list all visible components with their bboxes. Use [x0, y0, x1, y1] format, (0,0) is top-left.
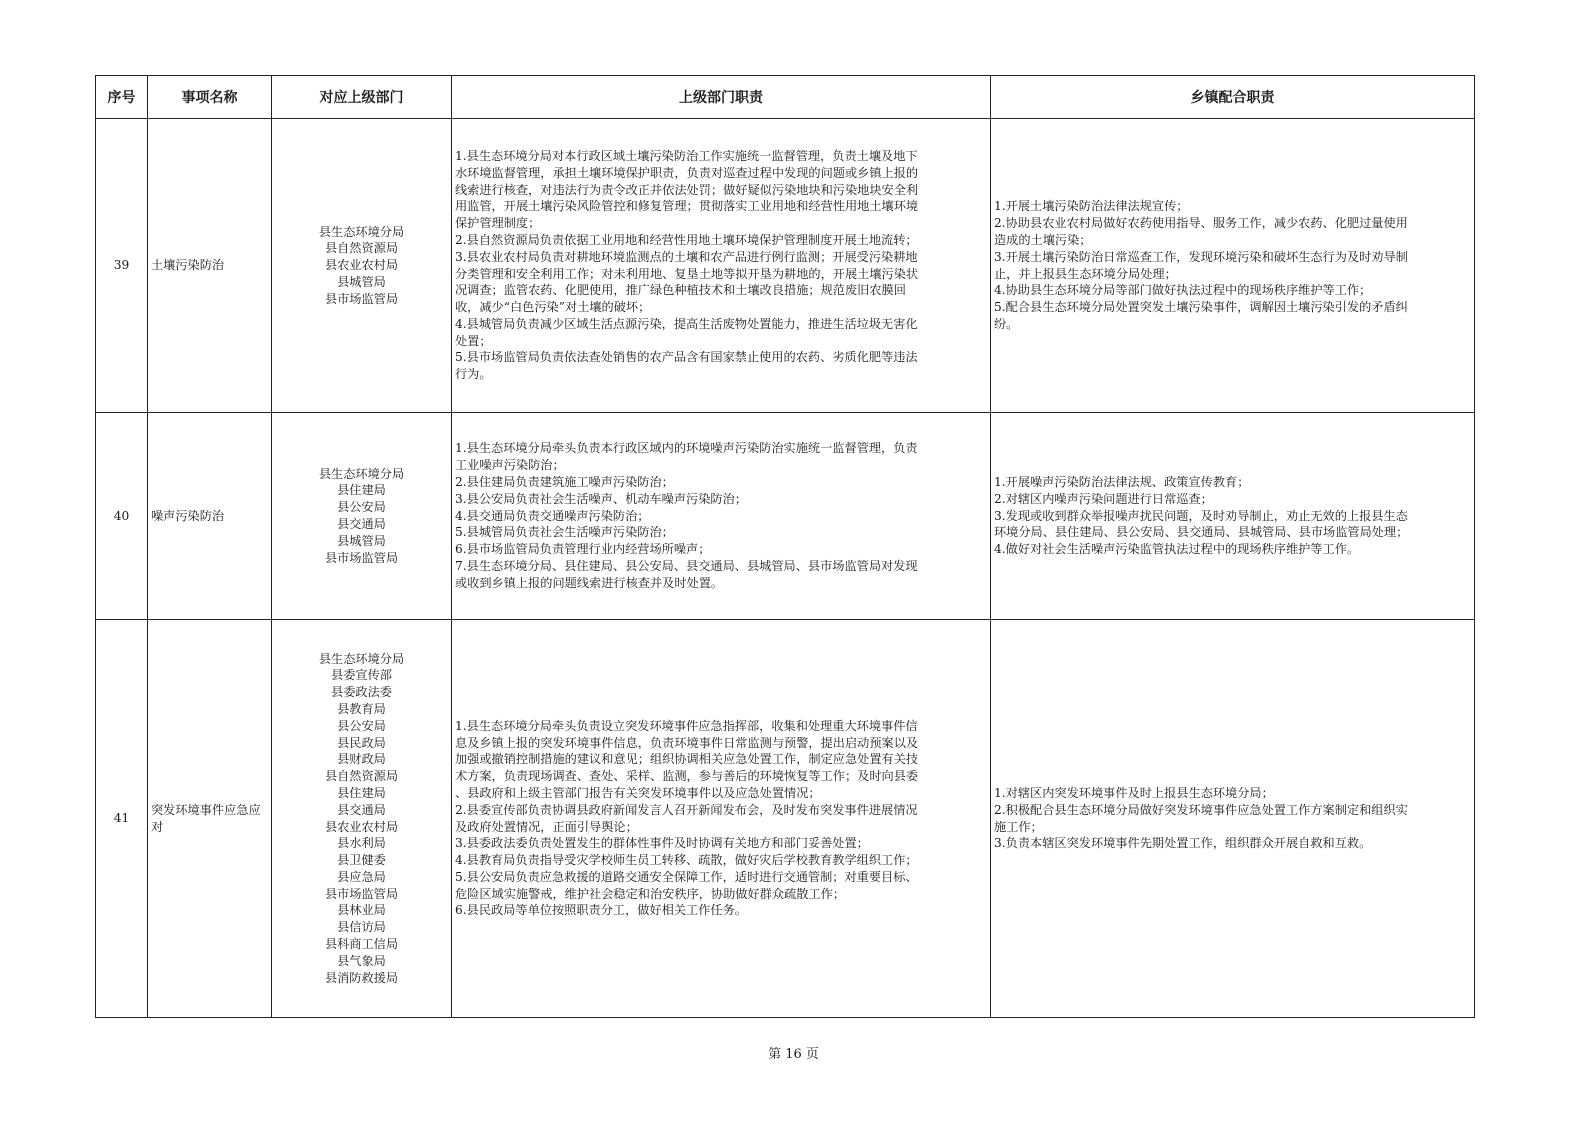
duty-line: 息及乡镇上报的突发环境事件信息，负责环境事件日常监测与预警，提出启动预案以及 — [455, 735, 919, 750]
header-upper-dept: 对应上级部门 — [272, 76, 452, 119]
duty-line: 纷。 — [994, 316, 1019, 331]
dept-item: 县市场监管局 — [324, 550, 399, 565]
duty-line: 1.县生态环境分局牵头负责设立突发环境事件应急指挥部，收集和处理重大环境事件信 — [455, 718, 918, 733]
dept-item: 县公安局 — [337, 718, 386, 733]
duty-line: 止，并上报县生态环境分局处理； — [994, 266, 1177, 281]
dept-item: 县科商工信局 — [324, 937, 399, 952]
duty-line: 用监管，开展土壤污染风险管控和修复管理；贯彻落实工业用地和经营性用地土壤环境 — [455, 199, 919, 214]
upper-duty-cell — [452, 119, 991, 413]
dept-item: 县生态环境分局 — [318, 651, 405, 666]
table-row — [96, 413, 1475, 620]
upper-duty-cell — [452, 620, 991, 1018]
row-number: 40 — [96, 413, 148, 620]
dept-item: 县委宣传部 — [331, 668, 392, 683]
duty-line: 环境分局、县住建局、县公安局、县交通局、县城管局、县市场监管局处理； — [994, 525, 1409, 540]
duty-line: 6.县市场监管局负责管理行业内经营场所噪声； — [455, 542, 711, 557]
duty-line: 1.开展土壤污染防治法律法规宣传； — [994, 199, 1189, 214]
header-serial: 序号 — [96, 76, 148, 119]
header-row — [96, 76, 1475, 119]
dept-item: 县自然资源局 — [324, 241, 399, 256]
duty-line: 4.县城管局负责减少区域生活点源污染，提高生活废物处置能力，推进生活垃圾无害化 — [455, 316, 918, 331]
duty-line: 4.做好对社会生活噪声污染监管执法过程中的现场秩序维护等工作。 — [994, 542, 1360, 557]
dept-item: 县市场监管局 — [324, 291, 399, 306]
row-number: 41 — [96, 620, 148, 1018]
dept-item: 县交通局 — [337, 802, 386, 817]
duty-line: 5.配合县生态环境分局处置突发土壤污染事件，调解因土壤污染引发的矛盾纠 — [994, 300, 1408, 315]
dept-item: 县气象局 — [337, 953, 386, 968]
duty-line: 水环境监督管理，承担土壤环境保护职责，负责对巡查过程中发现的问题或乡镇上报的 — [455, 165, 919, 180]
duty-line: 3.发现或收到群众举报噪声扰民问题，及时劝导制止，劝止无效的上报县生态 — [994, 508, 1408, 523]
duty-line: 危险区域实施警戒，维护社会稳定和治安秩序，协助做好群众疏散工作； — [455, 886, 845, 901]
row-number: 39 — [96, 119, 148, 413]
header-upper-duty: 上级部门职责 — [452, 76, 991, 119]
item-name: 噪声污染防治 — [148, 413, 272, 620]
dept-item: 县教育局 — [337, 701, 386, 716]
duty-line: 1.县生态环境分局对本行政区域土壤污染防治工作实施统一监督管理，负责土壤及地下 — [455, 148, 918, 163]
duty-line: 2.县委宣传部负责协调县政府新闻发言人召开新闻发布会，及时发布突发事件进展情况 — [455, 802, 918, 817]
duty-line: 1.县生态环境分局牵头负责本行政区域内的环境噪声污染防治实施统一监督管理，负责 — [455, 441, 918, 456]
duty-line: 加强或撤销控制措施的建议和意见；组织协调相关应急处置工作，制定应急处置有关技 — [455, 752, 919, 767]
duty-line: 4.协助县生态环境分局等部门做好执法过程中的现场秩序维护等工作； — [994, 283, 1372, 298]
item-name: 突发环境事件应急应对 — [148, 620, 272, 1018]
duty-table — [95, 75, 1475, 1018]
duty-line: 保护管理制度； — [455, 216, 541, 231]
duty-line: 施工作； — [994, 819, 1043, 834]
duty-line: 2.县自然资源局负责依据工业用地和经营性用地土壤环境保护管理制度开展土地流转； — [455, 232, 918, 247]
dept-list — [272, 119, 452, 413]
duty-line: 及政府处置情况，正面引导舆论； — [455, 819, 638, 834]
table-row — [96, 620, 1475, 1018]
duty-line: 造成的土壤污染； — [994, 232, 1092, 247]
duty-line: 3.县农业农村局负责对耕地环境监测点的土壤和农产品进行例行监测；开展受污染耕地 — [455, 249, 918, 264]
dept-list — [272, 413, 452, 620]
dept-item: 县农业农村局 — [324, 819, 399, 834]
town-duty-cell — [991, 119, 1475, 413]
duty-line: 处置； — [455, 333, 492, 348]
town-duty-cell — [991, 413, 1475, 620]
duty-line: 2.县住建局负责建筑施工噪声污染防治； — [455, 475, 674, 489]
duty-line: 收，减少“白色污染”对土壤的破坏； — [455, 300, 651, 315]
duty-line: 3.负责本辖区突发环境事件先期处置工作，组织群众开展自救和互救。 — [994, 836, 1372, 851]
duty-line: 4.县教育局负责指导受灾学校师生员工转移、疏散，做好灾后学校教育教学组织工作； — [455, 853, 918, 868]
duty-line: 5.县市场监管局负责依法查处销售的农产品含有国家禁止使用的农药、劣质化肥等违法 — [455, 350, 918, 365]
duty-line: 7.县生态环境分局、县住建局、县公安局、县交通局、县城管局、县市场监管局对发现 — [455, 558, 918, 573]
duty-line: 2.积极配合县生态环境分局做好突发环境事件应急处置工作方案制定和组织实 — [994, 802, 1408, 817]
dept-item: 县应急局 — [337, 869, 386, 884]
town-duty-cell — [991, 620, 1475, 1018]
duty-line: 分类管理和安全利用工作；对未利用地、复垦土地等拟开垦为耕地的，开展土壤污染状 — [455, 266, 919, 281]
dept-item: 县林业局 — [337, 903, 386, 918]
duty-line: 5.县公安局负责应急救援的道路交通安全保障工作，适时进行交通管制；对重要目标、 — [455, 869, 918, 884]
duty-line: 行为。 — [455, 367, 492, 382]
dept-item: 县消防救援局 — [324, 970, 399, 985]
duty-line: 工业噪声污染防治； — [455, 458, 565, 473]
dept-item: 县自然资源局 — [324, 769, 399, 784]
dept-item: 县生态环境分局 — [318, 224, 405, 239]
dept-item: 县财政局 — [337, 752, 386, 767]
dept-item: 县市场监管局 — [324, 886, 399, 901]
upper-duty-cell — [452, 413, 991, 620]
page-number: 第 16 页 — [768, 1047, 819, 1062]
header-town-duty: 乡镇配合职责 — [991, 76, 1475, 119]
dept-list — [272, 620, 452, 1018]
duty-line: 术方案，负责现场调查、查处、采样、监测，参与善后的环境恢复等工作；及时向县委 — [455, 769, 919, 784]
duty-line: 3.县公安局负责社会生活噪声、机动车噪声污染防治； — [455, 491, 747, 506]
duty-line: 2.协助县农业农村局做好农药使用指导、服务工作，减少农药、化肥过量使用 — [994, 216, 1408, 231]
duty-line: 况调查；监管农药、化肥使用，推广绿色种植技术和土壤改良措施；规范废旧农膜回 — [455, 283, 906, 298]
dept-item: 县公安局 — [337, 500, 386, 515]
duty-line: 或收到乡镇上报的问题线索进行核查并及时处置。 — [455, 575, 724, 590]
duty-line: 线索进行核查，对违法行为责令改正并依法处罚；做好疑似污染地块和污染地块安全利 — [455, 182, 919, 197]
duty-line: 5.县城管局负责社会生活噪声污染防治； — [455, 525, 674, 540]
duty-line: 、县政府和上级主管部门报告有关突发环境事件以及应急处置情况； — [455, 785, 821, 800]
dept-item: 县水利局 — [337, 836, 386, 851]
duty-line: 1.开展噪声污染防治法律法规、政策宣传教育； — [994, 475, 1250, 489]
duty-line: 3.县委政法委负责处置发生的群体性事件及时协调有关地方和部门妥善处置； — [455, 836, 869, 851]
dept-item: 县农业农村局 — [324, 258, 399, 273]
duty-line: 3.开展土壤污染防治日常巡查工作，发现环境污染和破坏生态行为及时劝导制 — [994, 249, 1408, 264]
duty-line: 1.对辖区内突发环境事件及时上报县生态环境分局； — [994, 785, 1274, 800]
header-item-name: 事项名称 — [148, 76, 272, 119]
dept-item: 县住建局 — [337, 785, 386, 800]
dept-item: 县委政法委 — [331, 685, 392, 700]
dept-item: 县信访局 — [337, 920, 386, 935]
dept-item: 县民政局 — [337, 735, 386, 750]
duty-line: 2.对辖区内噪声污染问题进行日常巡查； — [994, 491, 1213, 506]
duty-line: 6.县民政局等单位按照职责分工，做好相关工作任务。 — [455, 903, 747, 918]
duty-line: 4.县交通局负责交通噪声污染防治； — [455, 508, 650, 523]
dept-item: 县城管局 — [337, 533, 386, 548]
dept-item: 县住建局 — [337, 483, 386, 498]
dept-item: 县卫健委 — [337, 853, 386, 868]
table-row — [96, 119, 1475, 413]
dept-item: 县生态环境分局 — [318, 466, 405, 481]
dept-item: 县城管局 — [337, 274, 386, 289]
item-name: 土壤污染防治 — [148, 119, 272, 413]
dept-item: 县交通局 — [337, 517, 386, 531]
